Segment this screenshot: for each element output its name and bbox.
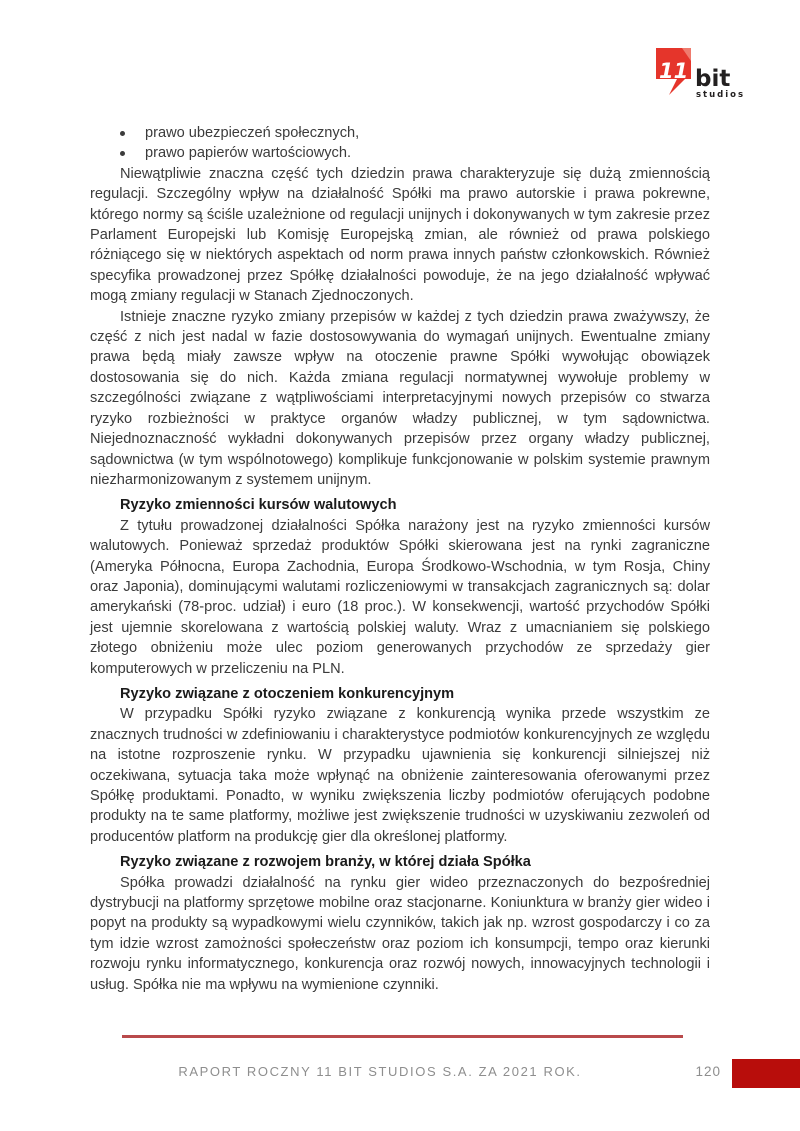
section-heading-industry-risk: Ryzyko związane z rozwojem branży, w której działa Spółka bbox=[120, 854, 531, 871]
footer-report-title: RAPORT ROCZNY 11 BIT STUDIOS S.A. ZA 2021 ROK. bbox=[178, 1064, 582, 1079]
list-item-text: prawo ubezpieczeń społecznych, bbox=[145, 125, 360, 141]
logo-subtitle: studios bbox=[696, 90, 744, 100]
paragraph-currency-risk: Z tytułu prowadzonej działalności Spółka narażony jest na ryzyko zmienności kursów walutowych. Ponieważ sprzedaż produktów Spółki skierowana jest na rynki zagraniczne (Ameryka Północna, Europa Zachodnia, Europa Środkowo-Wschodnia, w tym Rosja, Chiny oraz Japonia), dominującymi walutami rozliczeniowymi w transakcjach zagranicznych są: dolar amerykański (78-proc. udział) i euro (18 proc.). W konsekwencji, wartość przychodów Spółki jest ujemnie skorelowana z wartością polskiej waluty. Wraz z umacnianiem się polskiego złotego obniżeniu może ulec poziom generowanych przychodów ze sprzedaży gier komputerowych w przeliczeniu na PLN. bbox=[90, 517, 710, 677]
list-item bbox=[90, 143, 710, 163]
paragraph-legal-changes: Niewątpliwie znaczna część tych dziedzin prawa charakteryzuje się dużą zmiennością regulacji. Szczególny wpływ na działalność Spółki ma prawo autorskie i prawa pokrewne, którego normy są ściśle uzależnione od regulacji unijnych i dokonywanych w tym zakresie przez Parlament Europejski lub Komisję Europejską zmian, ale również od prawa polskiego różniącego się w niektórych aspektach od norm prawa innych państw członkowskich. Również specyfika prowadzonej przez Spółkę działalności powoduje, że na jego działalność wpływać mogą zmiany regulacji w Stanach Zjednoczonych. bbox=[90, 165, 710, 305]
paragraph-industry-risk: Spółka prowadzi działalność na rynku gier wideo przeznaczonych do bezpośredniej dystrybucji na platformy sprzętowe mobilne oraz stacjonarne. Koniunktura w branży gier wideo i popyt na produkty są wypadkowymi wielu czynników, takich jak np. wzrost gospodarczy i co za tym idzie wzrost zamożności społeczeństw oraz poziom ich konsumpcji, tempo oraz kierunki rozwoju rynku informatycznego, konkurencja oraz rozwój nowych, innowacyjnych technologii i usług. Spółka nie ma wpływu na wymienione czynniki. bbox=[90, 874, 710, 993]
section-heading-competition-risk: Ryzyko związane z otoczeniem konkurencyjnym bbox=[120, 685, 455, 702]
footer-red-box bbox=[732, 1059, 800, 1088]
logo-number: 11 bbox=[659, 59, 689, 83]
paragraph-regulation-risk: Istnieje znaczne ryzyko zmiany przepisów w każdej z tych dziedzin prawa zważywszy, że część z nich jest nadal w fazie dostosowywania do wymagań unijnych. Ewentualne zmiany prawa będą miały zawsze wpływ na otoczenie prawne Spółki wywołując obowiązek dostosowania się do nich. Każda zmiana regulacji normatywnej wywołuje problemy w szczególności związane z wątpliwościami interpretacyjnymi nowych przepisów co stwarza ryzyko rozbieżności w praktyce organów władzy publicznej, w tym sądownictwa. Niejednoznaczność wykładni dokonywanych przepisów przez organy władzy publicznej, sądownictwa (w tym wspólnotowego) komplikuje funkcjonowanie w polskim systemie prawnym niezharmonizowanym z systemem unijnym. bbox=[90, 308, 710, 488]
list-item bbox=[90, 123, 710, 143]
company-logo bbox=[656, 48, 744, 100]
page-content bbox=[90, 123, 710, 995]
footer-divider bbox=[122, 1035, 683, 1038]
list-item-text: prawo papierów wartościowych. bbox=[145, 145, 352, 162]
paragraph-competition-risk: W przypadku Spółki ryzyko związane z konkurencją wynika przede wszystkim ze znacznych trudności w zdefiniowaniu i charakterystyce podmiotów konkurencyjnych ze względu na istotne rozproszenie rynku. W przypadku ujawnienia się konkurencji silniejszej niż oczekiwana, sytuacja taka może wpłynąć na obniżenie zainteresowania oferowanymi przez Spółkę produktami. Ponadto, w wyniku zwiększenia liczby podmiotów oferujących podobne produkty na te same platformy, możliwe jest zwiększenie trudności w uzyskiwaniu zezwoleń od producentów platform na produkcję gier dla określonej platformy. bbox=[90, 706, 710, 845]
section-heading-currency-risk: Ryzyko zmienności kursów walutowych bbox=[120, 497, 397, 514]
law-areas-list bbox=[90, 123, 710, 164]
11bit-studios-logo-icon bbox=[656, 48, 744, 100]
page-number: 120 bbox=[695, 1064, 721, 1079]
logo-name: bit bbox=[695, 66, 731, 92]
